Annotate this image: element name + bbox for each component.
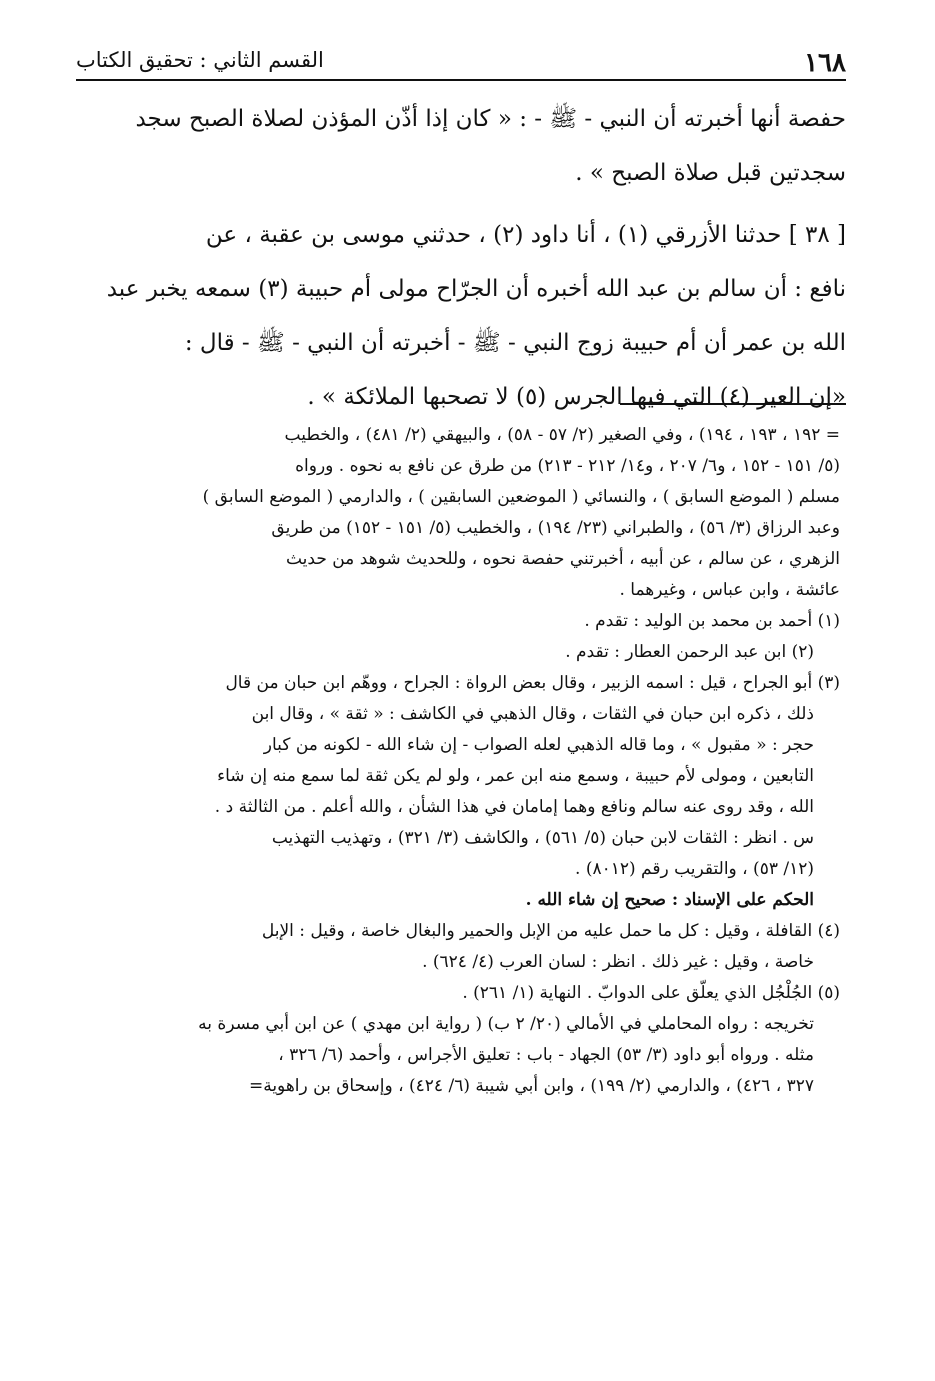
- footnote-line: مثله . ورواه أبو داود (٣/ ٥٣) الجهاد - باب : تعليق الأجراس ، وأحمد (٦/ ٣٢٦ ،: [278, 1045, 814, 1065]
- page-header: [76, 44, 846, 84]
- footnote-line: = ١٩٢ ، ١٩٣ ، ١٩٤) ، وفي الصغير (٢/ ٥٧ - ٥٨) ، والبيهقي (٢/ ٤٨١) ، والخطيب: [284, 425, 840, 445]
- footnote-line: (٥/ ١٥١ - ١٥٢ ، و٦/ ٢٠٧ ، و١٤/ ٢١٢ - ٢١٣) من طرق عن نافع به نحوه . ورواه: [295, 456, 840, 476]
- main-line: سجدتين قبل صلاة الصبح » .: [575, 160, 846, 186]
- hadith-38-line: [ ٣٨ ] حدثنا الأزرقي (١) ، أنا داود (٢) ، حدثني موسى بن عقبة ، عن: [205, 222, 846, 248]
- running-title: القسم الثاني : تحقيق الكتاب: [76, 48, 324, 72]
- main-line: حفصة أنها أخبرته أن النبي - ﷺ - : « كان إذا أذّن المؤذن لصلاة الصبح سجد: [135, 106, 846, 132]
- main-line: نافع : أن سالم بن عبد الله أخبره أن الجرّاح مولى أم حبيبة (٣) سمعه يخبر عبد: [106, 276, 846, 302]
- footnote-rule: [620, 403, 846, 405]
- main-text: [74, 92, 846, 424]
- footnote-line: حجر : « مقبول » ، وما قاله الذهبي لعله الصواب - إن شاء الله - لكونه من كبار: [263, 735, 814, 755]
- footnote-3: (٣) أبو الجراح ، قيل : اسمه الزبير ، وقال بعض الرواة : الجراح ، ووهّم ابن حبان من قال: [225, 673, 840, 693]
- page-number: ١٦٨: [804, 48, 846, 78]
- footnote-line: الزهري ، عن سالم ، عن أبيه ، أخبرتني حفصة نحوه ، وللحديث شوهد من حديث: [285, 549, 840, 569]
- footnote-2: (٢) ابن عبد الرحمن العطار : تقدم .: [565, 642, 814, 662]
- footnote-5: (٥) الجُلْجُل الذي يعلّق على الدوابّ . النهاية (١/ ٢٦١) .: [462, 983, 840, 1003]
- footnote-line: التابعين ، ومولى لأم حبيبة ، وسمع منه ابن عمر ، ولو لم يكن ثقة لما سمع منه إن شاء: [217, 766, 814, 786]
- footnote-line: مسلم ( الموضع السابق ) ، والنسائي ( الموضعين السابقين ) ، والدارمي ( الموضع السابق ): [202, 487, 840, 507]
- footnote-line: ذلك ، ذكره ابن حبان في الثقات ، وقال الذهبي في الكاشف : « ثقة » ، وقال ابن: [251, 704, 814, 724]
- isnad-ruling: [50, 885, 840, 916]
- footnote-4: (٤) القافلة ، وقيل : كل ما حمل عليه من الإبل والحمير والبغال خاصة ، وقيل : الإبل: [261, 921, 840, 941]
- footnote-line: ٣٢٧ ، ٤٢٦) ، والدارمي (٢/ ١٩٩) ، وابن أبي شيبة (٦/ ٤٢٤) ، وإسحاق بن راهوية=: [248, 1076, 814, 1096]
- footnote-line: عائشة ، وابن عباس ، وغيرهما .: [619, 580, 840, 600]
- footnote-line: وعبد الرزاق (٣/ ٥٦) ، والطبراني (٢٣/ ١٩٤) ، والخطيب (٥/ ١٥١ - ١٥٢) من طريق: [271, 518, 840, 538]
- footnote-1: (١) أحمد بن محمد بن الوليد : تقدم .: [584, 611, 840, 631]
- isnad-ruling-text: الحكم على الإسناد : صحيح إن شاء الله .: [525, 890, 814, 910]
- footnote-line: س . انظر : الثقات لابن حبان (٥/ ٥٦١) ، والكاشف (٣/ ٣٢١) ، وتهذيب التهذيب: [271, 828, 814, 848]
- footnotes: [50, 420, 840, 1102]
- main-line: الله بن عمر أن أم حبيبة زوج النبي - ﷺ - أخبرته أن النبي - ﷺ - قال :: [184, 330, 846, 356]
- header-rule: [76, 79, 846, 81]
- takhrij-line: تخريجه : رواه المحاملي في الأمالي (٢٠/ ٢ ب) ( رواية ابن مهدي ) عن ابن أبي مسرة به: [198, 1014, 814, 1034]
- footnote-line: الله ، وقد روى عنه سالم ونافع وهما إمامان في هذا الشأن ، والله أعلم . من الثالثة د .: [214, 797, 814, 817]
- footnote-line: خاصة ، وقيل : غير ذلك . انظر : لسان العرب (٤/ ٦٢٤) .: [422, 952, 814, 972]
- footnote-line: (١٢/ ٥٣) ، والتقريب رقم (٨٠١٢) .: [575, 859, 814, 879]
- main-line: «إن العير (٤) التي فيها الجرس (٥) لا تصحبها الملائكة » .: [307, 384, 846, 410]
